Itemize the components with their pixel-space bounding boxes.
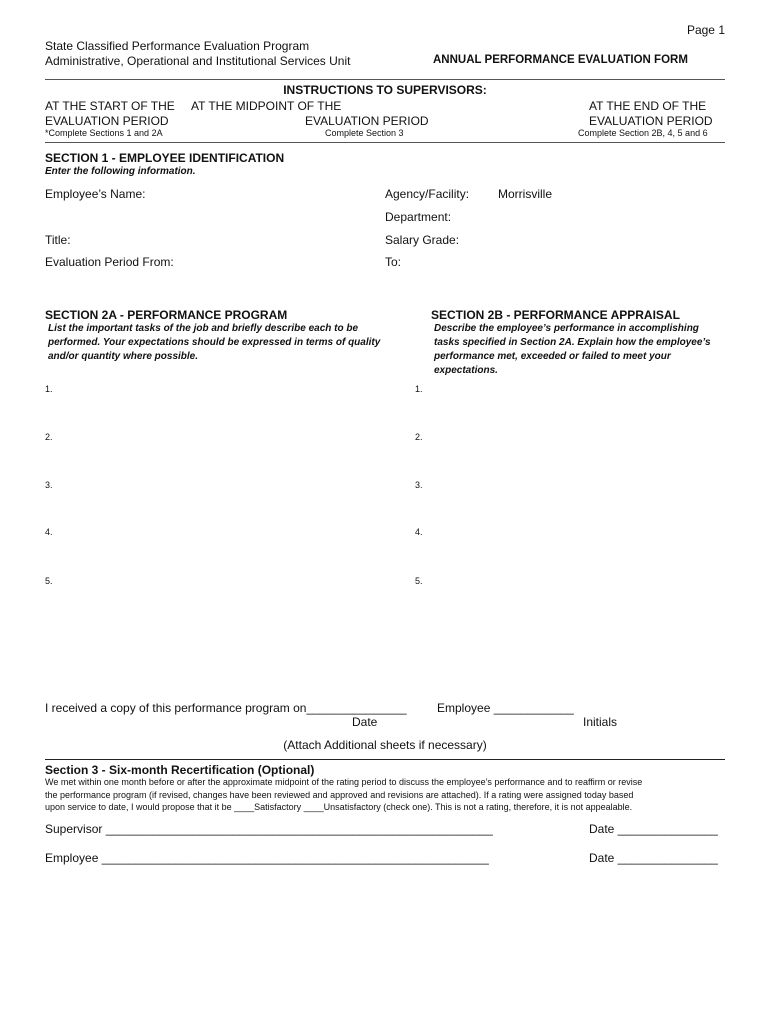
instructions-end-line1: AT THE END OF THE: [589, 99, 707, 113]
receipt-statement[interactable]: I received a copy of this performance program on_______________: [45, 701, 407, 715]
section2b-instructions: Describe the employee’s performance in accomplishing tasks specified in Section 2A. Explain how the employee’s performance met, exceeded or failed to meet your expectations.: [434, 323, 711, 376]
section2a-item-2: 2.: [45, 432, 53, 442]
evaluation-period-from-label: Evaluation Period From:: [45, 255, 174, 269]
receipt-initials-caption: Initials: [583, 715, 618, 729]
section3-divider: [45, 759, 725, 760]
section1-title: SECTION 1 - EMPLOYEE IDENTIFICATION: [45, 151, 285, 165]
section2a-item-1: 1.: [45, 384, 53, 394]
page-number: Page 1: [686, 23, 725, 37]
instructions-end-line2: EVALUATION PERIOD: [589, 114, 713, 128]
agency-value: Morrisville: [498, 187, 552, 201]
form-title: ANNUAL PERFORMANCE EVALUATION FORM: [433, 54, 688, 66]
header-divider: [45, 79, 725, 80]
instructions-start-note: *Complete Sections 1 and 2A: [45, 128, 163, 138]
salary-grade-label: Salary Grade:: [385, 233, 460, 247]
section2b-item-5: 5.: [415, 576, 423, 586]
employee-date-field[interactable]: Date _______________: [589, 851, 718, 865]
attach-sheets-note: (Attach Additional sheets if necessary): [283, 738, 487, 752]
section3-body-line2: the performance program (if revised, changes have been reviewed and approved and revisions are attached). If a rating were assigned today based: [45, 790, 634, 800]
title-label: Title:: [45, 233, 71, 247]
department-label: Department:: [385, 210, 452, 224]
instructions-end-note: Complete Section 2B, 4, 5 and 6: [578, 128, 708, 138]
section2b-item-4: 4.: [415, 527, 423, 537]
section3-title: Section 3 - Six-month Recertification (Optional): [45, 763, 315, 777]
instructions-midpoint-line1: AT THE MIDPOINT OF THE: [191, 99, 342, 113]
employee-signature-field[interactable]: Employee __________________________________________________________: [45, 851, 489, 865]
instructions-divider: [45, 142, 725, 143]
unit-name: Administrative, Operational and Institutional Services Unit: [45, 54, 351, 68]
employee-name-label: Employee’s Name:: [45, 187, 146, 201]
section2a-item-3: 3.: [45, 480, 53, 490]
receipt-employee-initials-field[interactable]: Employee ____________: [437, 701, 574, 715]
section2b-item-1: 1.: [415, 384, 423, 394]
receipt-date-caption: Date: [352, 715, 378, 729]
evaluation-period-to-label: To:: [385, 255, 402, 269]
section2a-item-5: 5.: [45, 576, 53, 586]
instructions-midpoint-line2: EVALUATION PERIOD: [305, 114, 429, 128]
section2a-item-4: 4.: [45, 527, 53, 537]
section1-subtitle: Enter the following information.: [45, 166, 196, 177]
instructions-start-line1: AT THE START OF THE: [45, 99, 175, 113]
section2b-item-2: 2.: [415, 432, 423, 442]
program-name: State Classified Performance Evaluation Program: [45, 39, 310, 53]
supervisor-date-field[interactable]: Date _______________: [589, 822, 718, 836]
instructions-title: INSTRUCTIONS TO SUPERVISORS:: [283, 83, 487, 97]
section2b-title: SECTION 2B - PERFORMANCE APPRAISAL: [431, 308, 680, 322]
section2a-title: SECTION 2A - PERFORMANCE PROGRAM: [45, 308, 288, 322]
supervisor-signature-field[interactable]: Supervisor __________________________________________________________: [45, 822, 493, 836]
instructions-midpoint-note: Complete Section 3: [325, 128, 404, 138]
instructions-start-line2: EVALUATION PERIOD: [45, 114, 169, 128]
section3-body-line3[interactable]: upon service to date, I would propose that it be ____Satisfactory ____Unsatisfactory (check one). This is not a rating, therefore, it is not appealable.: [45, 802, 633, 812]
section3-body-line1: We met within one month before or after the approximate midpoint of the rating period to discuss the employee’s performance and to reaffirm or revise: [45, 777, 643, 787]
section2a-instructions: List the important tasks of the job and briefly describe each to be performed. Your expectations should be expressed in terms of quality and/or quantity where possible.: [48, 323, 381, 362]
section2b-item-3: 3.: [415, 480, 423, 490]
agency-label: Agency/Facility:: [385, 187, 470, 201]
